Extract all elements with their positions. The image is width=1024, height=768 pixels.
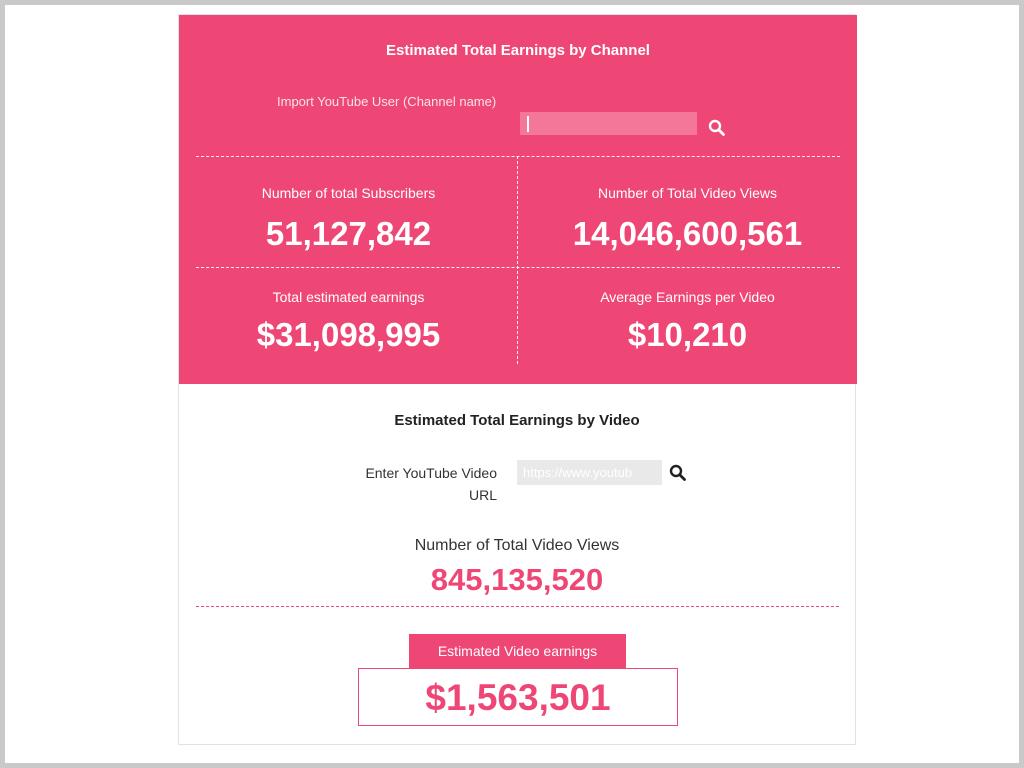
channel-views-value: 14,046,600,561: [572, 215, 803, 252]
search-icon[interactable]: [669, 464, 687, 482]
earnings-calculator-card: [178, 14, 856, 745]
video-earnings-tab: Estimated Video earnings: [409, 634, 626, 668]
channel-earnings-panel: [179, 15, 857, 384]
total-earnings-label: Total estimated earnings: [272, 289, 425, 305]
video-earnings-box: [358, 668, 678, 726]
horizontal-divider: [196, 267, 840, 268]
subscribers-label: Number of total Subscribers: [261, 185, 436, 201]
average-earnings-value: $10,210: [627, 316, 748, 353]
video-earnings-value: $1,563,501: [425, 677, 611, 718]
video-section-title: Estimated Total Earnings by Video: [394, 412, 640, 429]
pink-dashed-divider: [196, 606, 839, 607]
video-url-label: [345, 462, 497, 506]
subscribers-value: 51,127,842: [265, 215, 432, 252]
channel-import-label: Import YouTube User (Channel name): [277, 94, 497, 109]
video-views-value: 845,135,520: [430, 562, 604, 597]
channel-views-label: Number of Total Video Views: [598, 185, 777, 201]
video-views-label: Number of Total Video Views: [414, 537, 620, 554]
text-cursor: [527, 116, 529, 132]
total-earnings-value: $31,098,995: [256, 316, 441, 353]
video-url-input[interactable]: [517, 460, 662, 485]
video-url-label-line1: Enter YouTube Video: [365, 465, 497, 481]
search-icon[interactable]: [708, 119, 726, 137]
horizontal-divider: [196, 156, 840, 157]
channel-section-title: Estimated Total Earnings by Channel: [386, 42, 650, 59]
video-url-label-line2: URL: [468, 487, 497, 503]
average-earnings-label: Average Earnings per Video: [600, 289, 775, 305]
channel-name-input[interactable]: [520, 112, 697, 135]
